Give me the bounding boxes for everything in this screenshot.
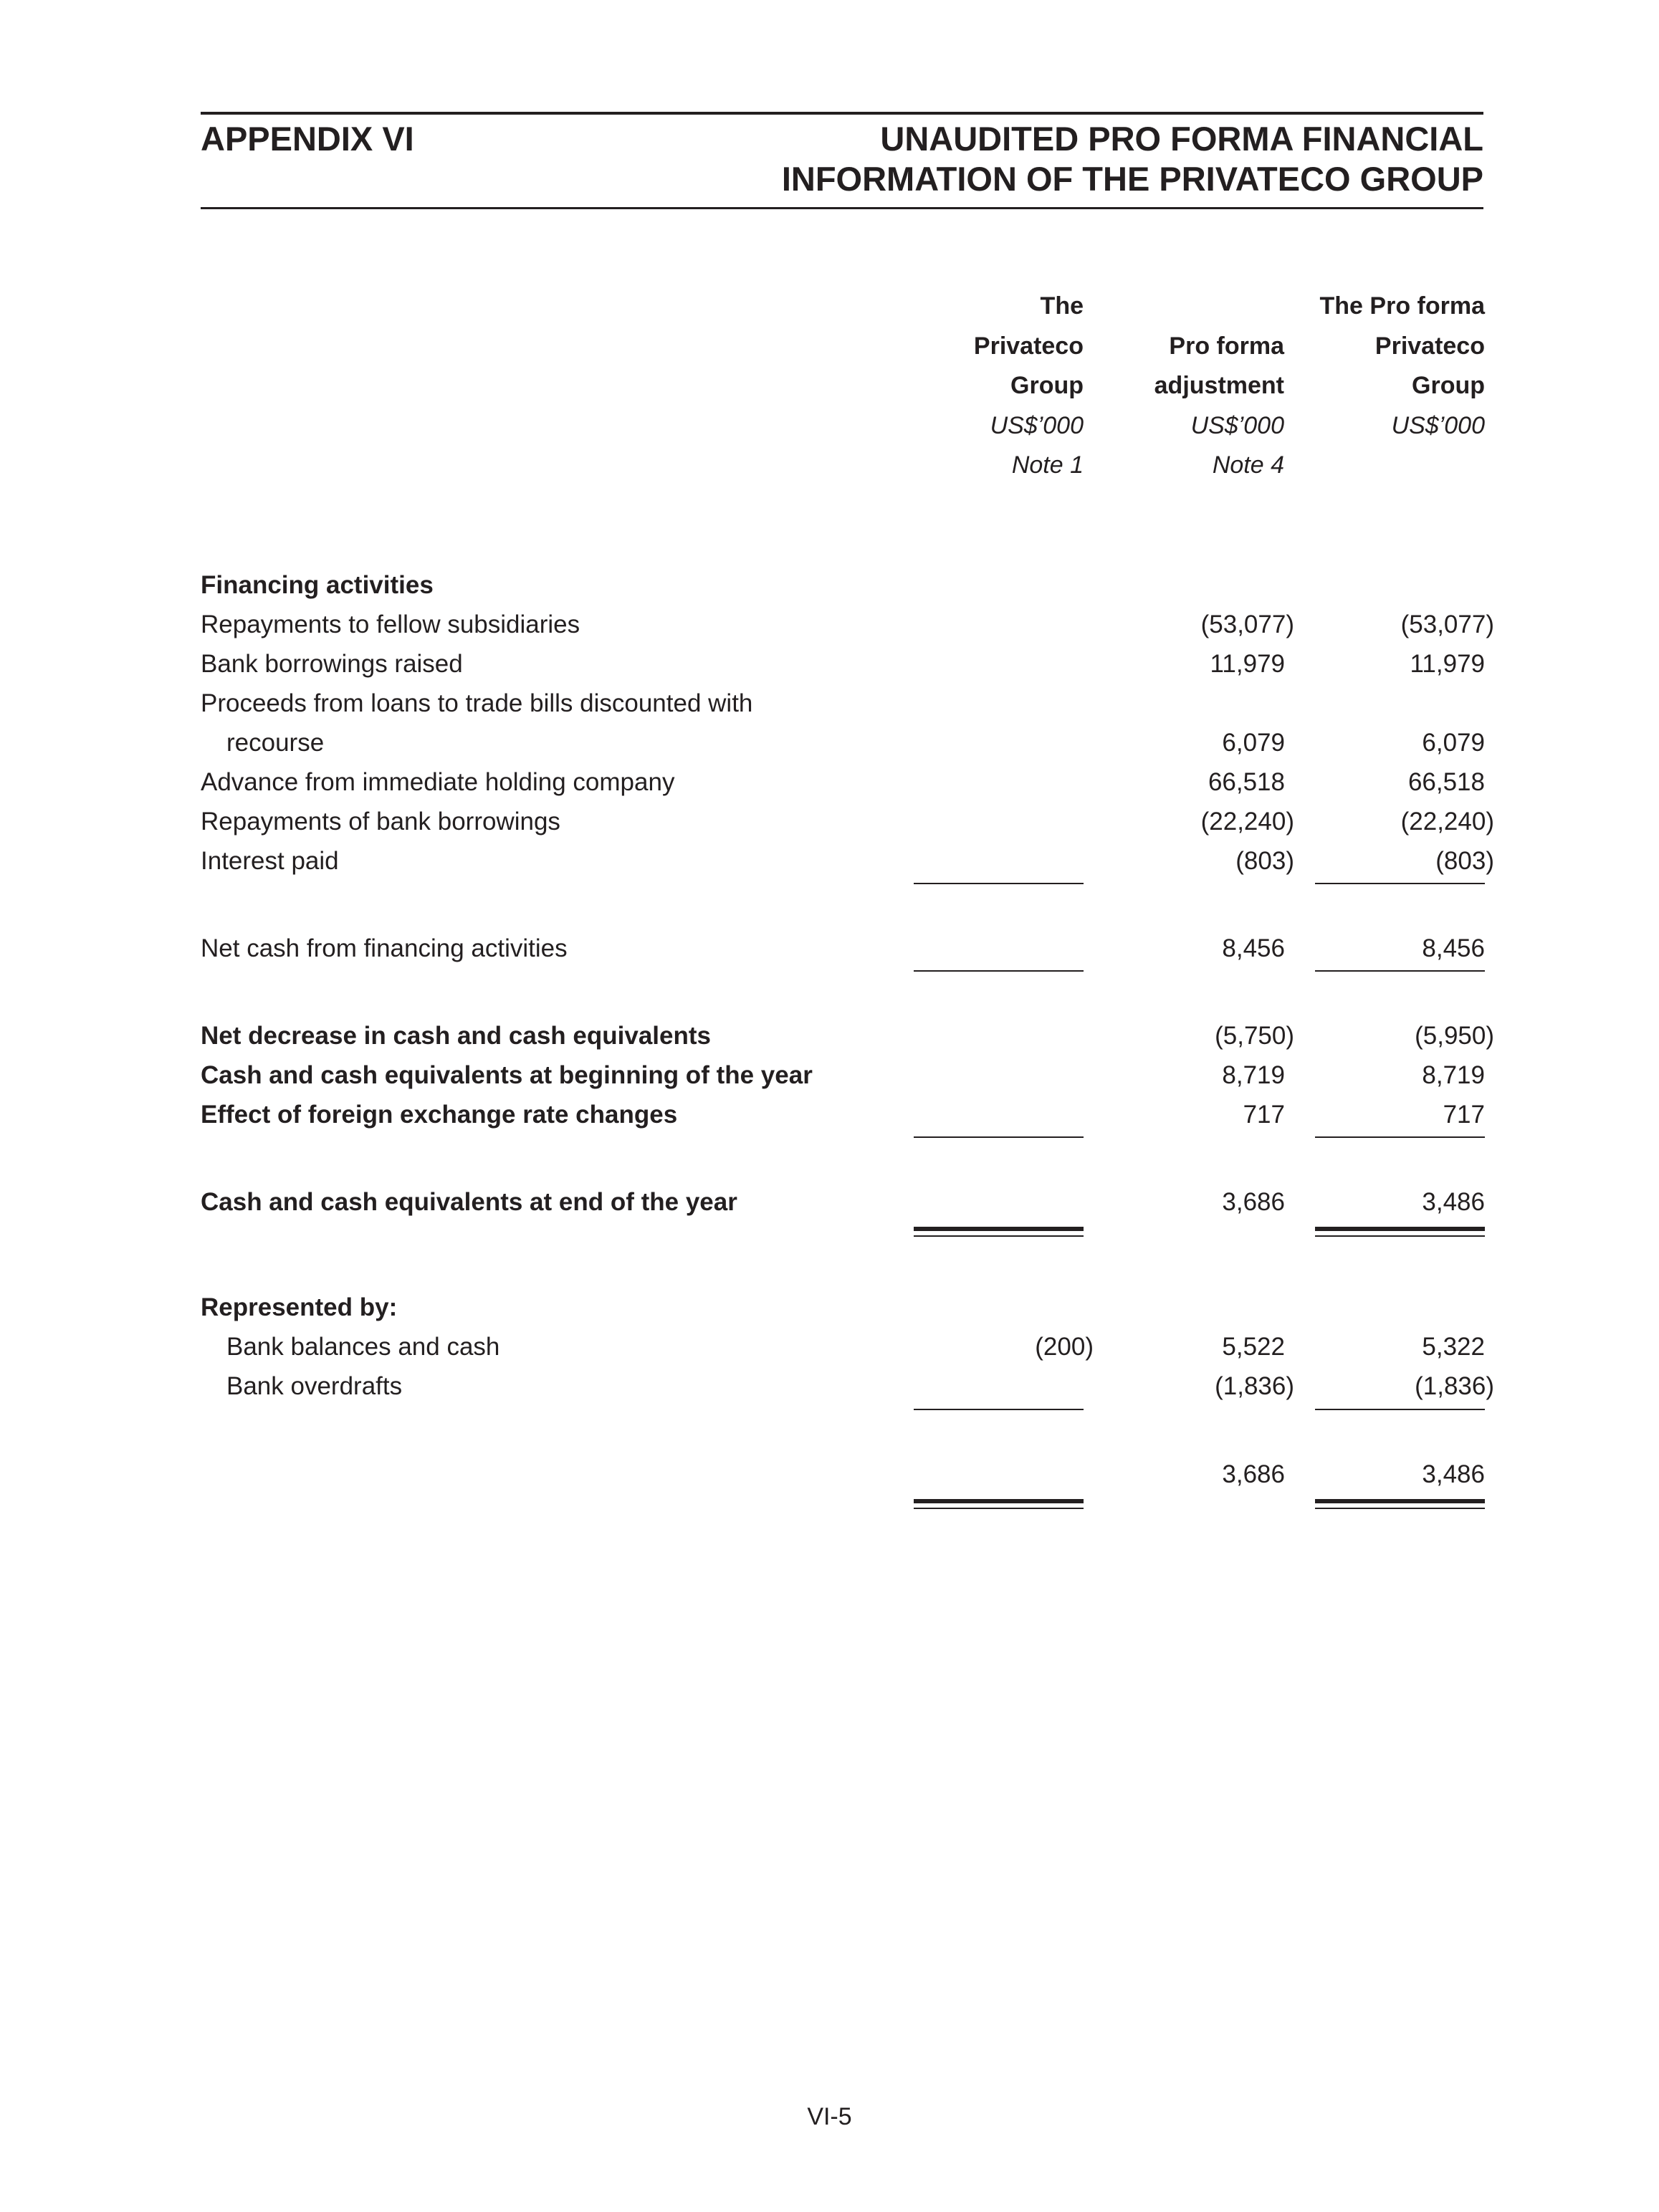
table-row: [201, 1366, 1498, 1406]
appendix-title-line2: INFORMATION OF THE PRIVATECO GROUP: [781, 160, 1483, 198]
column-header-line: [1154, 287, 1284, 327]
value-pro-forma: 8,456: [1422, 934, 1485, 962]
value-pro-forma: (1,836): [1415, 1372, 1494, 1400]
row-label: Advance from immediate holding company: [201, 768, 675, 796]
table-row-cash-end-of-year: [201, 1182, 1498, 1222]
column-unit: US$’000: [1190, 411, 1284, 439]
total-double-rule: [914, 1499, 1084, 1503]
subtotal-rule: [914, 1409, 1084, 1410]
appendix-label: APPENDIX VI: [201, 120, 414, 158]
value-privateco: 8,456: [1222, 934, 1285, 962]
row-label: Repayments of bank borrowings: [201, 808, 560, 836]
value-pro-forma: 66,518: [1407, 768, 1485, 796]
column-note: Note 1: [1011, 451, 1084, 479]
table-row: [201, 605, 1498, 644]
table-row: [201, 802, 1498, 841]
value-pro-forma: 8,719: [1422, 1061, 1485, 1089]
subtotal-rule: [914, 1136, 1084, 1138]
row-label: recourse: [226, 729, 325, 757]
column-header-line: The: [1040, 292, 1084, 320]
row-label: Effect of foreign exchange rate changes: [201, 1101, 678, 1129]
table-row-net-financing: [201, 929, 1498, 968]
subtotal-rule: [914, 883, 1084, 884]
header-bottom-rule: [201, 207, 1483, 209]
page-number: VI-5: [807, 2103, 852, 2130]
section-title-financing: [201, 565, 1498, 605]
table-row: [201, 684, 1498, 723]
value-pro-forma: 11,979: [1410, 650, 1485, 678]
appendix-title-line1: UNAUDITED PRO FORMA FINANCIAL: [880, 120, 1483, 158]
value-privateco: 3,686: [1222, 1460, 1285, 1488]
column-header-line: Privateco: [973, 332, 1084, 360]
column-header-line: Pro forma: [1169, 332, 1284, 360]
value-pro-forma: 5,322: [1422, 1333, 1485, 1361]
table-row: [201, 762, 1498, 802]
table-row: [201, 1095, 1498, 1134]
row-label: Cash and cash equivalents at beginning of the year: [201, 1061, 813, 1089]
value-privateco: (803): [1235, 847, 1294, 875]
section-title-represented-by: [201, 1288, 1498, 1327]
column-header-pro-forma-adjustment: [1154, 287, 1284, 486]
value-privateco: 8,719: [1222, 1061, 1285, 1089]
total-double-rule: [914, 1235, 1084, 1237]
column-header-line: Group: [1010, 372, 1084, 399]
subtotal-rule: [914, 970, 1084, 972]
total-double-rule: [1315, 1235, 1485, 1237]
column-header-pro-forma-privateco-group: [1320, 287, 1485, 486]
value-privateco: 5,522: [1222, 1333, 1285, 1361]
table-row-represented-total: [201, 1455, 1498, 1494]
column-unit: US$’000: [990, 411, 1084, 439]
column-unit: US$’000: [1391, 411, 1485, 439]
row-label: Bank borrowings raised: [201, 650, 463, 678]
value-pro-forma: (53,077): [1400, 611, 1494, 638]
column-header-line: The Pro forma: [1319, 292, 1485, 320]
total-double-rule: [914, 1227, 1084, 1231]
table-row: [201, 841, 1498, 881]
column-header-line: Group: [1412, 372, 1485, 399]
value-privateco: (5,750): [1215, 1022, 1294, 1050]
value-pro-forma: 3,486: [1422, 1188, 1485, 1216]
header-top-rule: [201, 112, 1483, 115]
subtotal-rule: [1315, 970, 1485, 972]
table-row: [201, 1327, 1498, 1366]
value-pro-forma: 717: [1443, 1101, 1485, 1129]
column-note: [1320, 446, 1485, 486]
value-pro-forma: (5,950): [1415, 1022, 1494, 1050]
row-label: Bank overdrafts: [226, 1372, 403, 1400]
row-label: Net decrease in cash and cash equivalents: [201, 1022, 711, 1050]
table-row: [201, 1016, 1498, 1055]
column-note: Note 4: [1212, 451, 1284, 479]
table-row: [201, 644, 1498, 684]
total-double-rule: [1315, 1508, 1485, 1509]
subtotal-rule: [1315, 1409, 1485, 1410]
row-label: Bank balances and cash: [226, 1333, 500, 1361]
value-privateco: 6,079: [1222, 729, 1285, 757]
value-pro-forma: 6,079: [1422, 729, 1485, 757]
row-label: Proceeds from loans to trade bills discounted with: [201, 689, 753, 717]
column-header-line: adjustment: [1154, 372, 1284, 399]
subtotal-rule: [1315, 1136, 1485, 1138]
value-pro-forma: (803): [1435, 847, 1494, 875]
row-label: Repayments to fellow subsidiaries: [201, 611, 580, 638]
value-privateco: 717: [1243, 1101, 1285, 1129]
total-double-rule: [914, 1508, 1084, 1509]
value-pro-forma: 3,486: [1422, 1460, 1485, 1488]
value-privateco: 66,518: [1208, 768, 1285, 796]
value-adjustment: (200): [1035, 1333, 1094, 1361]
total-double-rule: [1315, 1499, 1485, 1503]
column-header-privateco-group: [974, 287, 1084, 486]
value-privateco: 11,979: [1210, 650, 1285, 678]
row-label: Interest paid: [201, 847, 339, 875]
table-row: [201, 1055, 1498, 1095]
row-label: Net cash from financing activities: [201, 934, 568, 962]
section-title: Financing activities: [201, 571, 434, 599]
value-privateco: (53,077): [1200, 611, 1294, 638]
column-header-line: Privateco: [1374, 332, 1485, 360]
value-privateco: 3,686: [1222, 1188, 1285, 1216]
section-title: Represented by:: [201, 1293, 398, 1321]
value-privateco: (1,836): [1215, 1372, 1294, 1400]
value-privateco: (22,240): [1200, 808, 1294, 836]
value-pro-forma: (22,240): [1400, 808, 1494, 836]
subtotal-rule: [1315, 883, 1485, 884]
table-row-continuation: [201, 723, 1498, 762]
total-double-rule: [1315, 1227, 1485, 1231]
row-label: Cash and cash equivalents at end of the year: [201, 1188, 737, 1216]
appendix-title: [782, 119, 1483, 199]
